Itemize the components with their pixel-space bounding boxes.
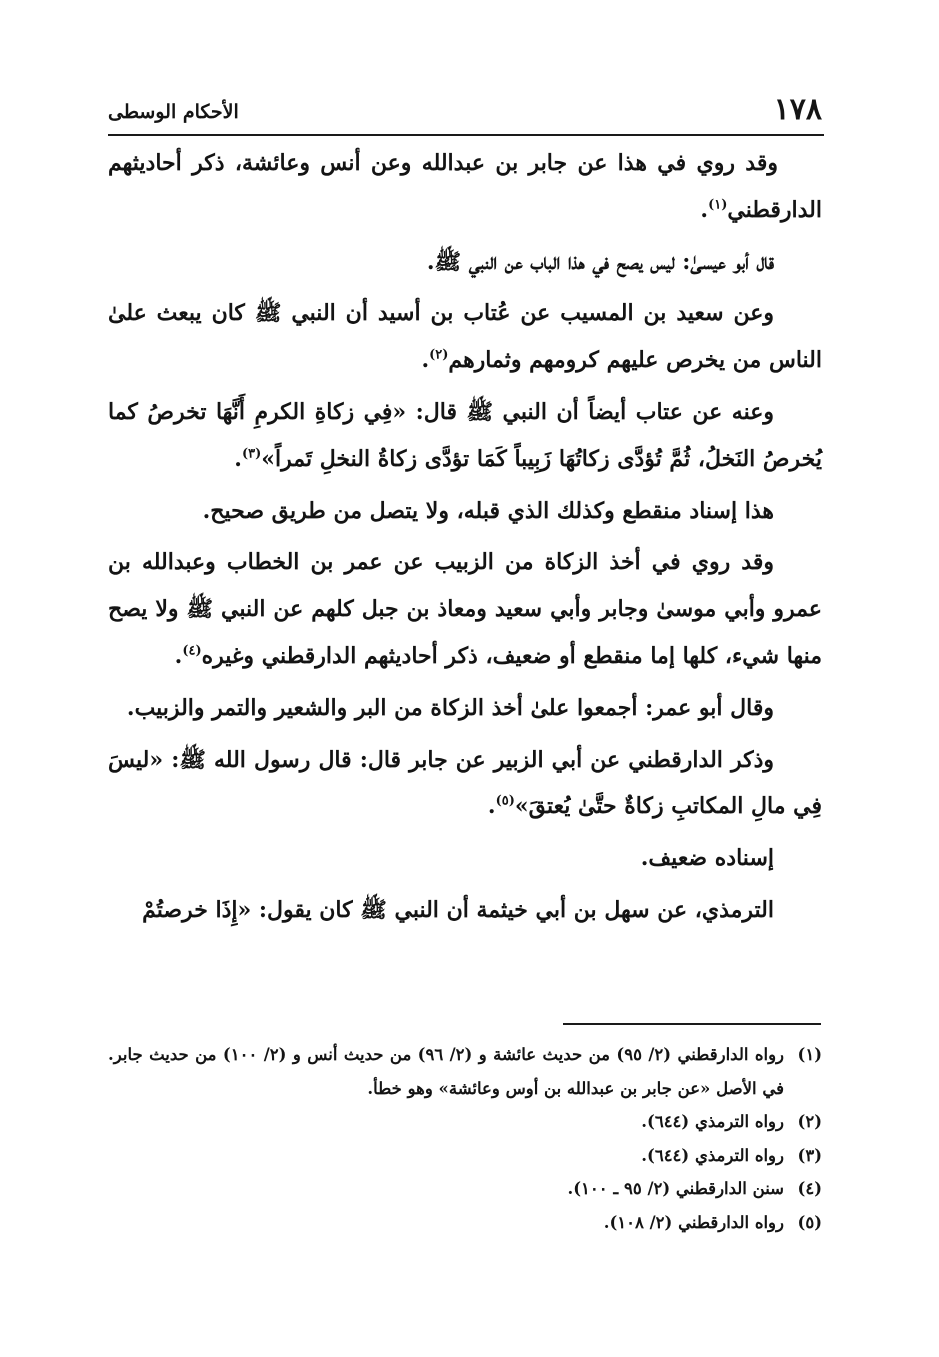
- footnote: [108, 1105, 822, 1139]
- footnote-ref: (٢): [429, 347, 449, 363]
- footnote-number: (١): [797, 1045, 822, 1064]
- footnote-ref: (٤): [182, 643, 202, 659]
- paragraph: قال أبو عيسىٰ: ليس يصح في هذا الباب عن النبي ﷺ.: [426, 248, 774, 275]
- footnote-number: (٣): [797, 1145, 822, 1165]
- footnote-number: (٥): [797, 1212, 822, 1232]
- footnote-number: (٤): [797, 1179, 822, 1198]
- paragraph: وقد روي في أخذ الزكاة من الزبيب عن عمر بن الخطاب وعبدالله بن عمرو وأبي موسىٰ وجابر وأبي سعيد ومعاذ بن جبل كلهم عن النبي ﷺ ولا يصح منها شيء، كلها إما منقطع أو ضعيف، ذكر أحاديثهم الدارقطني وغيره$^{(٤)}$.: [108, 549, 822, 669]
- footnote-rule: [563, 1023, 821, 1025]
- page-number: ١٧٨: [773, 92, 822, 127]
- paragraph: وقال أبو عمر: أجمعوا علىٰ أخذ الزكاة من البر والشعير والتمر والزبيب.: [126, 694, 774, 721]
- footnote-text: سنن الدارقطني (٢/ ٩٥ ـ ١٠٠).: [567, 1179, 784, 1198]
- paragraph: وعنه عن عتاب أيضاً أن النبي ﷺ قال: «فِي زكاةِ الكرمِ أَنَّهَا تخرصُ كما يُخرصُ النَخلُ، ثُمَّ تُؤدَّى زكاتُهَا زَبِيباً كَمَا تؤدَّى زكاةُ النخلِ تَمراً»$^{(٣)}$.: [108, 398, 822, 472]
- footnote: [108, 1139, 822, 1173]
- footnote: [108, 1206, 822, 1240]
- page-header: [108, 92, 822, 132]
- footnote-ref: (١): [708, 197, 728, 213]
- footnote-text: رواه الترمذي (٦٤٤).: [641, 1112, 784, 1131]
- header-rule: [108, 134, 824, 136]
- running-title: الأحكام الوسطى: [108, 101, 239, 123]
- footnote-number: (٢): [797, 1112, 822, 1131]
- footnotes: [108, 1038, 822, 1239]
- footnote-ref: (٥): [495, 794, 515, 810]
- footnote-ref: (٣): [241, 446, 262, 462]
- main-text: [108, 140, 822, 939]
- footnote: [108, 1038, 822, 1105]
- paragraph: الترمذي، عن سهل بن أبي خيثمة أن النبي ﷺ كان يقول: «إِذَا خرصتُمْ: [142, 896, 774, 923]
- paragraph: وقد روي في هذا عن جابر بن عبدالله وعن أنس وعائشة، ذكر أحاديثهم الدارقطني$^{(١)}$.: [108, 150, 822, 223]
- paragraph: هذا إسناد منقطع وكذلك الذي قبله، ولا يتصل من طريق صحيح.: [202, 497, 774, 524]
- footnote: [108, 1172, 822, 1206]
- footnote-text: رواه الترمذي (٦٤٤).: [641, 1145, 784, 1165]
- paragraph: وعن سعيد بن المسيب عن عُتاب بن أسيد أن النبي ﷺ كان يبعث علىٰ الناس من يخرص عليهم كرومهم وثمارهم$^{(٢)}$.: [108, 300, 822, 374]
- paragraph: وذكر الدارقطني عن أبي الزبير عن جابر قال: قال رسول الله ﷺ: «ليسَ فِي مالِ المكاتبِ زكاةٌ حتَّىٰ يُعتقَ»$^{(٥)}$.: [108, 746, 822, 820]
- footnote-text: رواه الدارقطني (٢/ ١٠٨).: [603, 1212, 784, 1232]
- paragraph: إسناده ضعيف.: [640, 845, 774, 872]
- footnote-text: رواه الدارقطني (٢/ ٩٥) من حديث عائشة و (٢/ ٩٦) من حديث أنس و (٢/ ١٠٠) من حديث جابر. في الأصل «عن جابر بن عبدالله بن أوس وعائشة» وهو خطأ.: [108, 1045, 784, 1098]
